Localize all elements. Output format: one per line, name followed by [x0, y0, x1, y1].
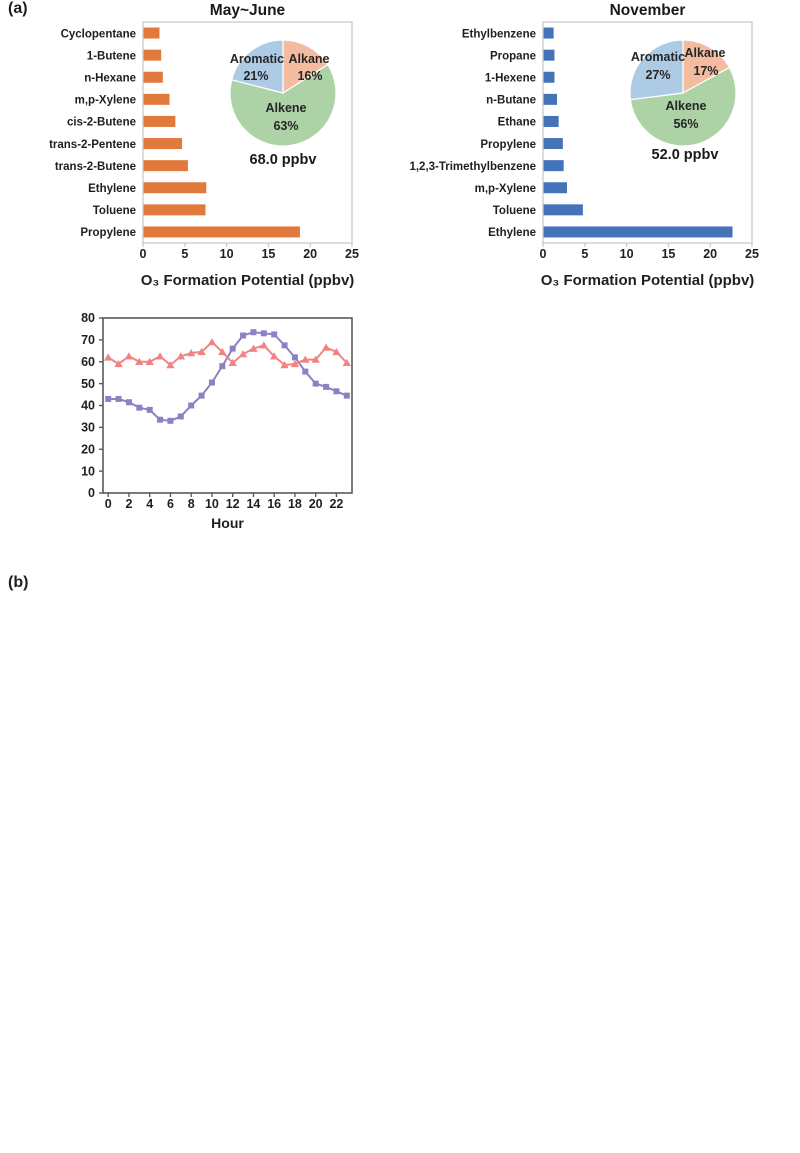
line-series: [108, 332, 347, 421]
svg-text:0: 0: [104, 497, 112, 511]
bar: [544, 28, 554, 39]
marker-square: [126, 399, 132, 405]
svg-text:Ethylene: Ethylene: [88, 182, 136, 195]
svg-text:Propylene: Propylene: [80, 227, 136, 240]
svg-text:25: 25: [745, 247, 759, 261]
svg-text:20: 20: [303, 247, 318, 261]
svg-text:6: 6: [166, 497, 174, 511]
svg-text:16: 16: [267, 497, 282, 511]
marker-square: [157, 417, 163, 423]
svg-text:O₃ Formation Potential (ppbv): O₃ Formation Potential (ppbv): [540, 272, 755, 289]
svg-text:trans-2-Butene: trans-2-Butene: [54, 160, 136, 173]
svg-text:50: 50: [81, 376, 95, 391]
chart-sfp-bars-may-june: [0, 575, 395, 890]
svg-text:Hour: Hour: [211, 515, 244, 531]
marker-triangle: [208, 338, 216, 345]
marker-triangle: [322, 344, 330, 351]
bar: [544, 204, 583, 215]
svg-text:4: 4: [146, 497, 154, 511]
bar: [144, 28, 160, 39]
svg-text:1-Hexene: 1-Hexene: [484, 72, 536, 85]
marker-triangle: [104, 353, 112, 360]
svg-text:0: 0: [539, 247, 547, 261]
marker-square: [240, 333, 246, 339]
marker-square: [250, 329, 256, 335]
marker-square: [333, 388, 339, 394]
svg-text:Alkane: Alkane: [684, 46, 726, 60]
chart-ozone-ofp-line-may-june: [0, 300, 395, 552]
section-a-label: (a): [8, 0, 28, 17]
svg-text:Ethylbenzene: Ethylbenzene: [461, 28, 536, 41]
svg-text:70: 70: [81, 333, 95, 348]
bar: [544, 226, 733, 237]
marker-triangle: [260, 341, 268, 348]
bar: [144, 72, 163, 83]
pie-inset: [630, 40, 736, 163]
svg-text:20: 20: [703, 247, 718, 261]
chart-svg: [400, 0, 795, 298]
svg-text:5: 5: [581, 247, 589, 261]
svg-text:80: 80: [81, 311, 95, 326]
bar: [144, 50, 162, 61]
chart-svg: [0, 0, 395, 298]
svg-text:8: 8: [187, 497, 195, 511]
svg-text:n-Butane: n-Butane: [486, 94, 536, 107]
chart-ofp-bars-november: [400, 0, 795, 298]
chart-sfp-bars-november: [400, 575, 795, 890]
svg-text:22: 22: [329, 497, 344, 511]
svg-text:20: 20: [81, 442, 95, 457]
svg-text:0: 0: [88, 486, 95, 501]
bar: [144, 116, 176, 127]
svg-text:Alkene: Alkene: [665, 99, 707, 113]
svg-text:25: 25: [345, 247, 359, 261]
svg-text:Propylene: Propylene: [480, 138, 536, 151]
svg-text:Aromatic: Aromatic: [229, 52, 285, 66]
svg-text:Aromatic: Aromatic: [630, 50, 686, 64]
bar: [144, 94, 170, 105]
svg-text:16%: 16%: [297, 69, 323, 83]
marker-square: [282, 342, 288, 348]
svg-text:Toluene: Toluene: [492, 205, 536, 218]
marker-square: [147, 407, 153, 413]
bar: [544, 182, 567, 193]
marker-square: [136, 405, 142, 411]
svg-text:May~June: May~June: [209, 2, 286, 19]
marker-square: [323, 384, 329, 390]
marker-square: [188, 403, 194, 409]
svg-text:10: 10: [219, 247, 234, 261]
svg-text:10: 10: [204, 497, 219, 511]
svg-text:O₃ Formation Potential (ppbv): O₃ Formation Potential (ppbv): [140, 272, 355, 289]
svg-text:15: 15: [261, 247, 276, 261]
svg-text:m,p-Xylene: m,p-Xylene: [74, 94, 136, 107]
svg-text:n-Hexane: n-Hexane: [84, 72, 136, 85]
svg-text:Toluene: Toluene: [92, 205, 136, 218]
bar: [144, 138, 182, 149]
bar: [144, 160, 188, 171]
svg-text:trans-2-Pentene: trans-2-Pentene: [49, 138, 136, 151]
chart-sfp-pm25-line-november: [400, 890, 795, 1153]
svg-text:1-Butene: 1-Butene: [86, 50, 136, 63]
marker-square: [199, 393, 205, 399]
svg-text:0: 0: [139, 247, 147, 261]
svg-text:Ethane: Ethane: [497, 116, 536, 129]
svg-text:12: 12: [225, 497, 240, 511]
bar: [144, 182, 207, 193]
marker-square: [271, 331, 277, 337]
svg-text:m,p-Xylene: m,p-Xylene: [474, 182, 536, 195]
svg-text:Alkane: Alkane: [288, 52, 330, 66]
marker-square: [302, 369, 308, 375]
marker-square: [292, 354, 298, 360]
svg-text:40: 40: [81, 398, 95, 413]
svg-text:68.0 ppbv: 68.0 ppbv: [249, 152, 317, 168]
svg-text:cis-2-Butene: cis-2-Butene: [66, 116, 136, 129]
svg-text:15: 15: [661, 247, 676, 261]
marker-square: [178, 413, 184, 419]
svg-text:18: 18: [287, 497, 302, 511]
svg-text:November: November: [609, 2, 686, 19]
marker-triangle: [125, 352, 133, 359]
svg-text:27%: 27%: [645, 68, 671, 82]
svg-text:10: 10: [81, 464, 95, 479]
marker-square: [230, 346, 236, 352]
bar: [544, 160, 564, 171]
svg-text:Cyclopentane: Cyclopentane: [60, 28, 136, 41]
marker-square: [209, 380, 215, 386]
svg-text:63%: 63%: [273, 119, 299, 133]
svg-text:20: 20: [308, 497, 323, 511]
chart-svg: [0, 300, 395, 552]
marker-square: [313, 381, 319, 387]
line-series: [108, 342, 347, 365]
marker-square: [219, 363, 225, 369]
bar: [544, 116, 559, 127]
svg-text:17%: 17%: [693, 64, 719, 78]
svg-text:Alkene: Alkene: [265, 101, 307, 115]
pie-inset: [230, 40, 336, 168]
bar: [544, 50, 555, 61]
svg-text:1,2,3-Trimethylbenzene: 1,2,3-Trimethylbenzene: [409, 160, 536, 173]
chart-ozone-ofp-line-november: [400, 300, 795, 552]
svg-text:52.0 ppbv: 52.0 ppbv: [651, 147, 719, 163]
bar: [144, 226, 300, 237]
svg-text:60: 60: [81, 354, 95, 369]
marker-square: [116, 396, 122, 402]
svg-text:14: 14: [246, 497, 261, 511]
marker-square: [105, 396, 111, 402]
marker-triangle: [156, 352, 164, 359]
marker-square: [167, 418, 173, 424]
svg-text:30: 30: [81, 420, 95, 435]
marker-triangle: [239, 350, 247, 357]
svg-text:56%: 56%: [673, 117, 699, 131]
bar: [544, 94, 557, 105]
svg-text:2: 2: [125, 497, 133, 511]
svg-text:Ethylene: Ethylene: [488, 227, 536, 240]
svg-text:Propane: Propane: [489, 50, 536, 63]
marker-square: [261, 330, 267, 336]
chart-ofp-bars-may-june: [0, 0, 395, 298]
chart-sfp-pm25-line-may-june: [0, 890, 395, 1153]
svg-text:21%: 21%: [243, 69, 269, 83]
svg-text:5: 5: [181, 247, 189, 261]
marker-square: [344, 393, 350, 399]
bar: [544, 138, 563, 149]
bar: [144, 204, 206, 215]
svg-text:10: 10: [619, 247, 634, 261]
section-b-label: (b): [8, 574, 29, 591]
bar: [544, 72, 555, 83]
